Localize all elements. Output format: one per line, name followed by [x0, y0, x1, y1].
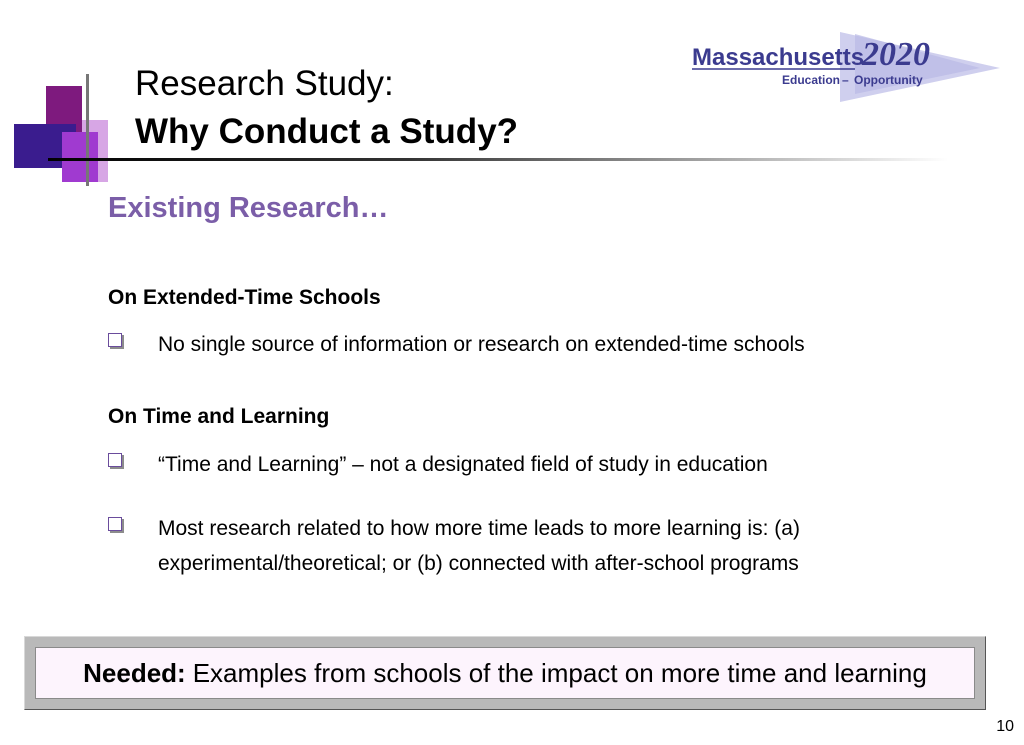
section-heading: Existing Research… [108, 192, 389, 224]
page-number: 10 [996, 718, 1014, 735]
decor-vertical-rule [86, 74, 89, 186]
logo-tagline-right: Opportunity [854, 73, 923, 87]
title-line-1: Research Study: [135, 64, 394, 103]
svg-text:–: – [842, 73, 849, 87]
logo-year: 2020 [862, 36, 930, 73]
checkbox-bullet-icon [108, 517, 122, 531]
checkbox-bullet-icon [108, 333, 122, 347]
title-line-2: Why Conduct a Study? [135, 112, 519, 151]
massachusetts-2020-logo [690, 32, 1000, 102]
bullet-item [108, 511, 968, 581]
bullet-text: No single source of information or research on extended-time schools [158, 333, 805, 356]
group-heading-extended-time: On Extended-Time Schools [108, 286, 381, 309]
group-heading-time-learning: On Time and Learning [108, 405, 330, 428]
bullet-item [108, 447, 968, 482]
logo-name: Massachusetts [692, 44, 865, 71]
needed-callout-inner [35, 647, 975, 699]
bullet-text: Most research related to how more time leads to more learning is: (a) experimental/theoretical; or (b) connected with after-school programs [158, 517, 800, 575]
title-underline [48, 158, 948, 161]
needed-text: Examples from schools of the impact on more time and learning [192, 657, 927, 688]
bullet-item [108, 327, 968, 362]
needed-label: Needed: [83, 657, 186, 688]
needed-callout-box [24, 636, 986, 710]
decor-square-magenta [62, 132, 98, 182]
logo-tagline-left: Education [782, 73, 841, 87]
bullet-text: “Time and Learning” – not a designated field of study in education [158, 453, 768, 476]
checkbox-bullet-icon [108, 453, 122, 467]
